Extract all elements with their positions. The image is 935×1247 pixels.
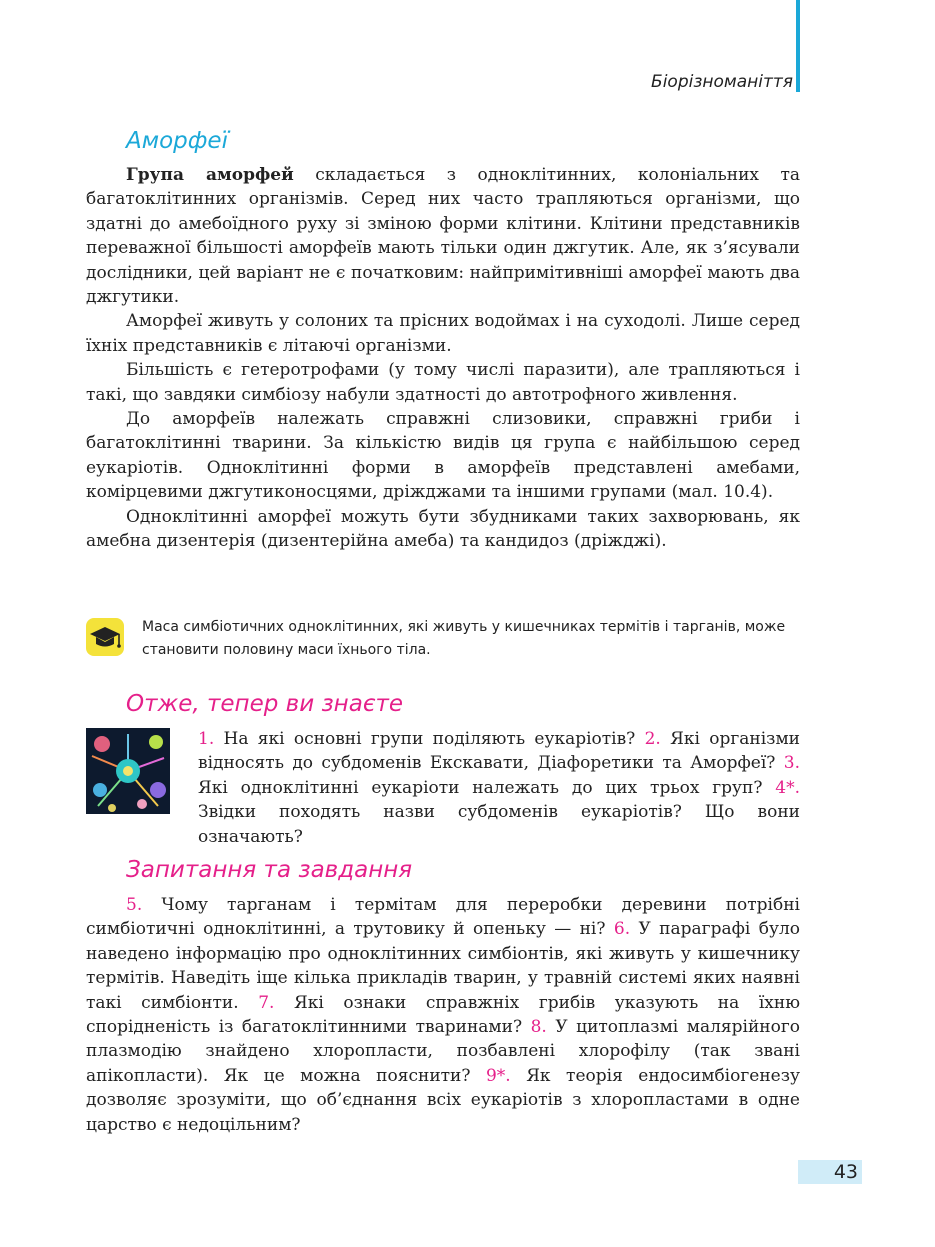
page-number: 43 <box>833 1161 858 1183</box>
amorphea-body <box>86 163 800 554</box>
task-text: Як теорія ендосимбіогенезу дозволяє зрозуміти, що об’єднання всіх еукаріотів з хлоропластами в одне царство є недоцільним? <box>86 1065 800 1135</box>
tasks-body <box>86 893 800 1137</box>
header-accent-bar <box>796 0 800 92</box>
graduation-cap-icon <box>86 618 124 656</box>
question-text: Які організми відносять до субдоменів Екскавати, Діафоретики та Аморфеї? <box>198 729 801 774</box>
task-number: 6. <box>613 919 631 940</box>
question-number: 4*. <box>775 777 800 798</box>
running-title: Біорізноманіття <box>651 72 793 92</box>
paragraph-1-text: складається з одноклітинних, колоніальних та багатоклітинних організмів. Серед них часто трапляються організми, що здатні до амебоїдного руху зі зміною форми клітини. Клітини представників переважної більшості аморфеїв мають тільки один джгутик. Але, як з’ясували дослідники, цей варіант не є початковим: найпримітивніші аморфеї мають два джгутики. <box>86 165 801 308</box>
paragraph-2: Аморфеї живуть у солоних та прісних водоймах і на суходолі. Лише серед їхніх представників є літаючі організми. <box>86 311 800 356</box>
task-text: У цитоплазмі малярійного плазмодію знайдено хлоропласти, позбавлені хлорофілу (так звані апікопласти). Як це можна пояснити? <box>86 1017 800 1086</box>
question-text: Звідки походять назви субдоменів еукаріотів? Що вони означають? <box>198 802 800 847</box>
question-number: 3. <box>783 753 800 774</box>
paragraph-3: Більшість є гетеротрофами (у тому числі паразити), але трапляються і такі, що завдяки симбіозу набули здатності до автотрофного живлення. <box>86 360 800 405</box>
summary-questions <box>198 727 800 849</box>
question-number: 2. <box>644 729 661 749</box>
task-number: 8. <box>530 1017 547 1038</box>
task-text: Які ознаки справжніх грибів указують на їхню спорідненість із багатоклітинними тваринами? <box>86 992 800 1038</box>
task-number: 5. <box>126 895 143 915</box>
summary-paragraph <box>198 727 800 849</box>
section-title-questions: Запитання та завдання <box>126 857 413 883</box>
paragraph-4: До аморфеїв належать справжні слизовики, справжні гриби і багатоклітинні тварини. За кількістю видів ця група є найбільшою серед еукаріотів. Одноклітинні форми в аморфеїв представлені амебами, комірцевими джгутиконосцями, дріжджами та іншими групами (мал. 10.4). <box>86 409 800 503</box>
paragraph-1 <box>86 163 800 309</box>
question-text: Які одноклітинні еукаріоти належать до цих трьох груп? <box>198 777 776 798</box>
task-text: Чому тарганам і термітам для переробки деревини потрібні симбіотичні одноклітинні, а трутовику й опеньку — ні? <box>86 895 800 940</box>
microorganisms-thumbnail <box>86 728 170 814</box>
section-title-amorphea: Аморфеї <box>126 128 228 154</box>
task-text: У параграфі було наведено інформацію про одноклітинних симбіонтів, які живуть у кишечнику термітів. Наведіть іще кілька прикладів тварин, у травній системі яких наявні такі симбіонти. <box>86 919 800 1013</box>
term-amorphea: Група аморфей <box>126 165 294 185</box>
task-number: 7. <box>258 992 275 1013</box>
task-number: 9*. <box>485 1065 511 1086</box>
question-text: На які основні групи поділяють еукаріотів? <box>214 729 645 749</box>
question-number: 1. <box>198 729 215 749</box>
fact-box <box>86 616 800 664</box>
fact-text: Маса симбіотичних одноклітинних, які живуть у кишечниках термітів і тарганів, може становити половину маси їхнього тіла. <box>142 619 786 658</box>
tasks-paragraph <box>86 893 800 1137</box>
section-title-summary: Отже, тепер ви знаєте <box>126 691 403 717</box>
paragraph-5: Одноклітинні аморфеї можуть бути збудниками таких захворювань, як амебна дизентерія (дизентерійна амеба) та кандидоз (дріжджі). <box>86 506 800 552</box>
